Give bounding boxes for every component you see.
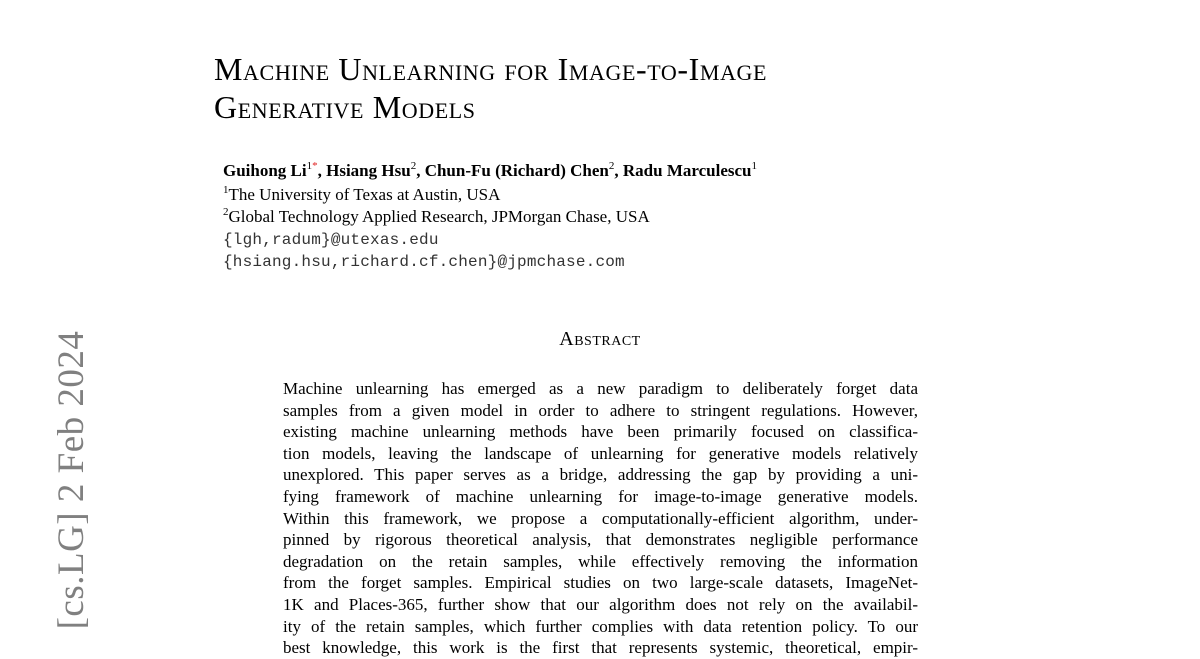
arxiv-identifier-stamp: [cs.LG] 2 Feb 2024 [51, 330, 92, 630]
abstract-line: Within this framework, we propose a computationally-efficient algorithm, under- [283, 508, 918, 528]
author-affil-marker: 1 [306, 160, 313, 172]
abstract-line: samples from a given model in order to adhere to stringent regulations. However, [283, 400, 918, 420]
affiliation [223, 206, 650, 228]
author-name: Guihong Li [223, 161, 307, 180]
abstract-line: from the forget samples. Empirical studies on two large-scale datasets, ImageNet- [283, 573, 918, 593]
affiliation-text: The University of Texas at Austin, USA [228, 185, 501, 204]
author-list: Guihong $Li^{1*}$, Hsiang Hsu$^2$, Chun-Fu (Richard) Chen$^2$, Radu Marculescu$^1$ [223, 160, 757, 180]
author-affil-marker: 2 [410, 160, 417, 172]
affiliation-marker: 1 [223, 184, 229, 196]
abstract-line: pinned by rigorous theoretical analysis, that demonstrates negligible performance [283, 530, 918, 550]
title-line-2: Generative Models [214, 89, 476, 125]
abstract-line: fying framework of machine unlearning for image-to-image generative models. [283, 486, 918, 506]
abstract-line: Machine unlearning has emerged as a new paradigm to deliberately forget data [283, 379, 918, 398]
abstract-heading: Abstract [559, 328, 641, 350]
email-address: {hsiang.hsu,richard.cf.chen}@jpmchase.com [223, 253, 625, 271]
abstract-line: ity of the retain samples, which further complies with data retention policy. To our [283, 616, 918, 636]
corresponding-author-mark: * [312, 160, 318, 172]
author-affil-marker: 1 [751, 160, 757, 172]
abstract-line: unexplored. This paper serves as a bridge, addressing the gap by providing a uni- [283, 465, 918, 485]
abstract-line: degradation on the retain samples, while effectively removing the information [283, 551, 918, 571]
author-name: Chun-Fu (Richard) Chen [424, 161, 609, 180]
abstract-body [283, 378, 918, 659]
paper-title [214, 50, 974, 126]
affiliation-marker: 2 [223, 206, 229, 218]
abstract-line: tion models, leaving the landscape of unlearning for generative models relatively [283, 443, 918, 463]
author-affil-marker: 2 [608, 160, 615, 172]
author-name: Hsiang Hsu [326, 161, 411, 180]
abstract-line: 1K and Places-365, further show that our algorithm does not rely on the availabil- [283, 594, 918, 614]
affiliation-text: Global Technology Applied Research, JPMorgan Chase, USA [228, 207, 650, 226]
title-line-1: Machine Unlearning for Image-to-Image [214, 51, 768, 87]
author-name: Radu Marculescu [622, 161, 752, 180]
affiliation [223, 184, 500, 206]
email-address: {lgh,radum}@utexas.edu [223, 231, 439, 249]
abstract-line: best knowledge, this work is the first that represents systemic, theoretical, empir- [283, 638, 918, 658]
abstract-line: existing machine unlearning methods have been primarily focused on classifica- [283, 422, 918, 442]
